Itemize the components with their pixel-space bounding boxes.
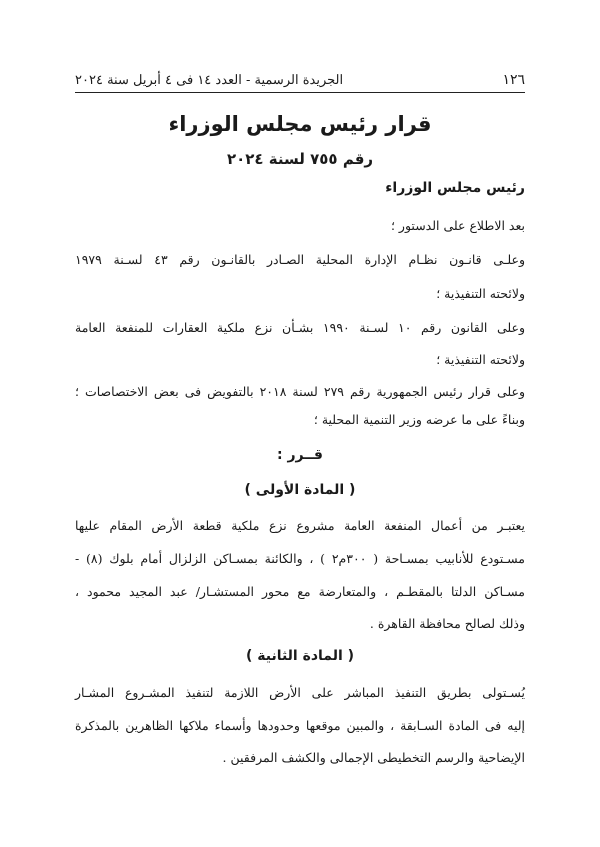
decided-label: قــرر :: [277, 447, 323, 463]
header-divider: [75, 92, 525, 93]
preamble-line: وبناءً على ما عرضه وزير التنمية المحلية ؛: [313, 412, 525, 427]
preamble-line: وعلـى قانـون نظـام الإدارة المحلية الصـادر بالقانـون رقم ٤٣ لسـنة ١٩٧٩: [75, 252, 525, 267]
preamble-line: ولائحته التنفيذية ؛: [436, 352, 525, 367]
preamble-line: وعلى قرار رئيس الجمهورية رقم ٢٧٩ لسنة ٢٠١٨ بالتفويض فى بعض الاختصاصات ؛: [75, 384, 525, 399]
article-1-line: يعتبـر من أعمال المنفعة العامة مشروع نزع ملكية قطعة الأرض المقام عليها: [75, 518, 525, 533]
decree-number: رقم ٧٥٥ لسنة ٢٠٢٤: [226, 150, 374, 168]
preamble-line: بعد الاطلاع على الدستور ؛: [390, 218, 525, 233]
article-2-heading: ( المادة الثانية ): [245, 648, 355, 664]
page-header: [75, 66, 525, 88]
preamble-line: ولائحته التنفيذية ؛: [436, 286, 525, 301]
article-1-heading: ( المادة الأولى ): [244, 482, 356, 498]
page-number: ١٢٦: [502, 72, 525, 88]
article-1-line: مسـاكن الدلتا بالمقطـم ، والمتعارضة مع محور المستشـار/ عبد المجيد محمود ،: [75, 584, 525, 599]
decree-title: قرار رئيس مجلس الوزراء: [168, 112, 432, 136]
article-1-line: مسـتودع للأنابيب بمسـاحة ( ٣٠٠م٢ ) ، والكائنة بمسـاكن الزلزال أمام بلوك (٨) -: [75, 551, 525, 566]
article-2-line: الإيضاحية والرسم التخطيطى الإجمالى والكشف المرفقين .: [222, 750, 525, 765]
article-2-line: يُسـتولى بطريق التنفيذ المباشر على الأرض اللازمة لتنفيذ المشـروع المشـار: [75, 685, 525, 700]
preamble-line: وعلى القانون رقم ١٠ لسـنة ١٩٩٠ بشـأن نزع ملكية العقارات للمنفعة العامة: [75, 320, 526, 335]
decree-issuer: رئيس مجلس الوزراء: [385, 180, 525, 196]
article-1-line: وذلك لصالح محافظة القاهرة .: [369, 616, 525, 631]
article-2-line: إليه فى المادة السـابقة ، والمبين موقعها وحدودها وأسماء ملاكها الظاهرين بالمذكرة: [75, 718, 525, 733]
running-title: الجريدة الرسمية - العدد ١٤ فى ٤ أبريل سنة ٢٠٢٤: [75, 73, 344, 88]
